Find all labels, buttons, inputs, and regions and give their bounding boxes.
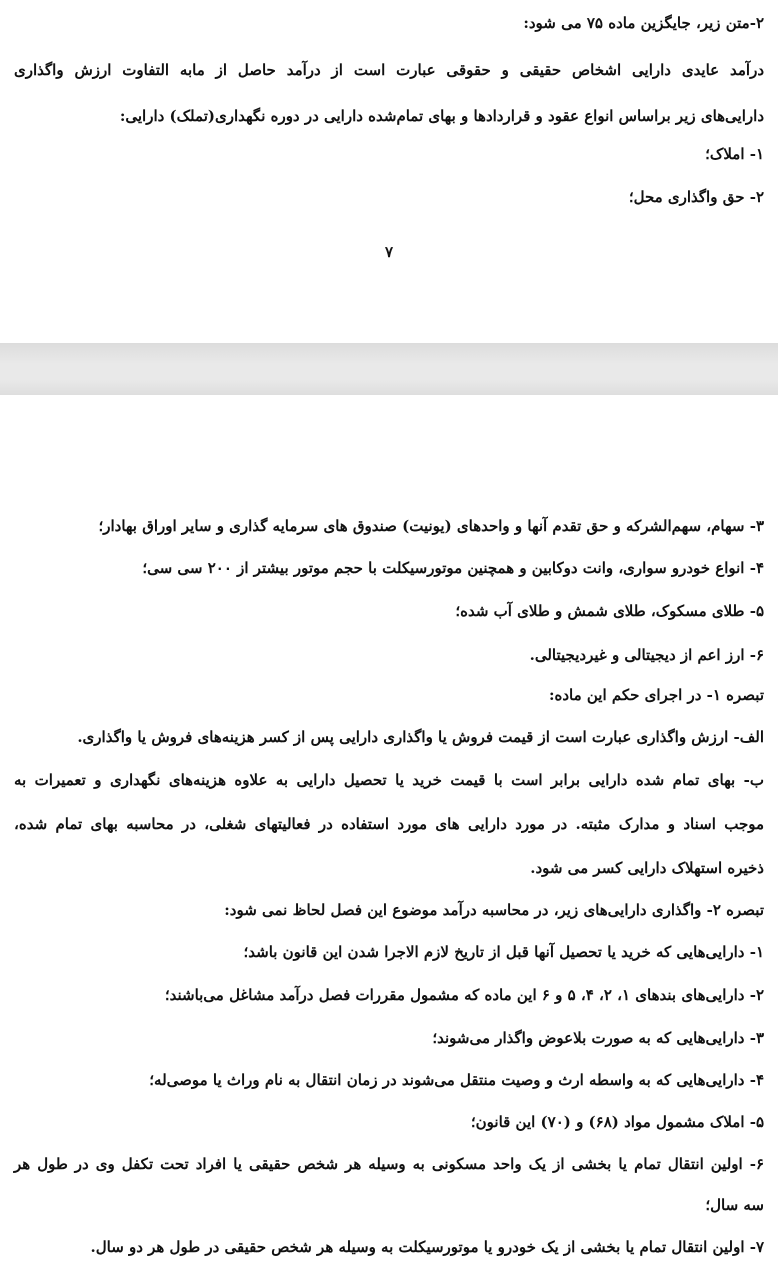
page-separator <box>0 343 778 395</box>
note-heading: تبصره ۲- واگذاری دارایی‌های زیر، در محاسبه درآمد موضوع این فصل لحاظ نمی شود: <box>224 901 764 919</box>
page-number: ۷ <box>384 243 394 261</box>
document-page-top <box>0 0 778 343</box>
list-item: ۵- طلای مسکوک، طلای شمش و طلای آب شده؛ <box>455 602 764 620</box>
list-item: ۳- سهام، سهم‌الشرکه و حق تقدم آنها و واحدهای (یونیت) صندوق های سرمایه گذاری و سایر اوراق بهادار؛ <box>98 517 764 535</box>
paragraph-line: درآمد عایدی دارایی اشخاص حقیقی و حقوقی عبارت است از درآمد حاصل از مابه التفاوت ارزش واگذاری <box>14 61 764 79</box>
list-item: ۶- ارز اعم از دیجیتالی و غیردیجیتالی. <box>529 646 764 664</box>
list-item: ۲- دارایی‌های بندهای ۱، ۲، ۴، ۵ و ۶ این ماده که مشمول مقررات فصل درآمد مشاغل می‌باشند؛ <box>164 986 764 1004</box>
list-item: ۶- اولین انتقال تمام یا بخشی از یک واحد مسکونی به وسیله هر شخص حقیقی یا افراد تحت تکفل وی در طول هر <box>14 1155 764 1173</box>
paragraph-line: ذخیره استهلاک دارایی کسر می شود. <box>530 859 764 877</box>
paragraph-line: سه سال؛ <box>705 1196 764 1214</box>
paragraph-line: موجب اسناد و مدارک مثبته. در مورد دارایی های مورد استفاده در فعالیتهای شغلی، در محاسبه بهای تمام شده، <box>14 815 764 833</box>
list-item: ۴- دارایی‌هایی که به واسطه ارث و وصیت منتقل می‌شوند در زمان انتقال به نام وراث یا موصی‌له؛ <box>149 1071 764 1089</box>
list-item: ۷- اولین انتقال تمام یا بخشی از یک خودرو یا موتورسیکلت به وسیله هر شخص حقیقی در طول هر دو سال. <box>90 1238 764 1256</box>
list-item: ۳- دارایی‌هایی که به صورت بلاعوض واگذار می‌شوند؛ <box>432 1029 764 1047</box>
paragraph-line: ب- بهای تمام شده دارایی برابر است با قیمت خرید یا تحصیل دارایی به علاوه هزینه‌های نگهداری و تعمیرات به <box>14 771 764 789</box>
list-item: ۱- دارایی‌هایی که خرید یا تحصیل آنها قبل از تاریخ لازم الاجرا شدن این قانون باشد؛ <box>243 943 764 961</box>
document-page-bottom <box>0 395 778 1280</box>
note-heading: تبصره ۱- در اجرای حکم این ماده: <box>548 686 764 704</box>
list-item: ۲- حق واگذاری محل؛ <box>628 188 764 206</box>
paragraph-line: ۲-متن زیر، جایگزین ماده ۷۵ می شود: <box>523 14 764 32</box>
list-item: ۵- املاک مشمول مواد (۶۸) و (۷۰) این قانون؛ <box>470 1113 764 1131</box>
list-item: ۱- املاک؛ <box>705 145 764 163</box>
list-item: ۴- انواع خودرو سواری، وانت دوکابین و همچنین موتورسیکلت با حجم موتور بیشتر از ۲۰۰ سی سی؛ <box>142 559 764 577</box>
paragraph-line: الف- ارزش واگذاری عبارت است از قیمت فروش یا واگذاری دارایی پس از کسر هزینه‌های فروش یا واگذاری. <box>77 728 764 746</box>
paragraph-line: دارایی‌های زیر براساس انواع عقود و قراردادها و بهای تمام‌شده دارایی در دوره نگهداری(تملک) دارایی: <box>119 107 764 125</box>
